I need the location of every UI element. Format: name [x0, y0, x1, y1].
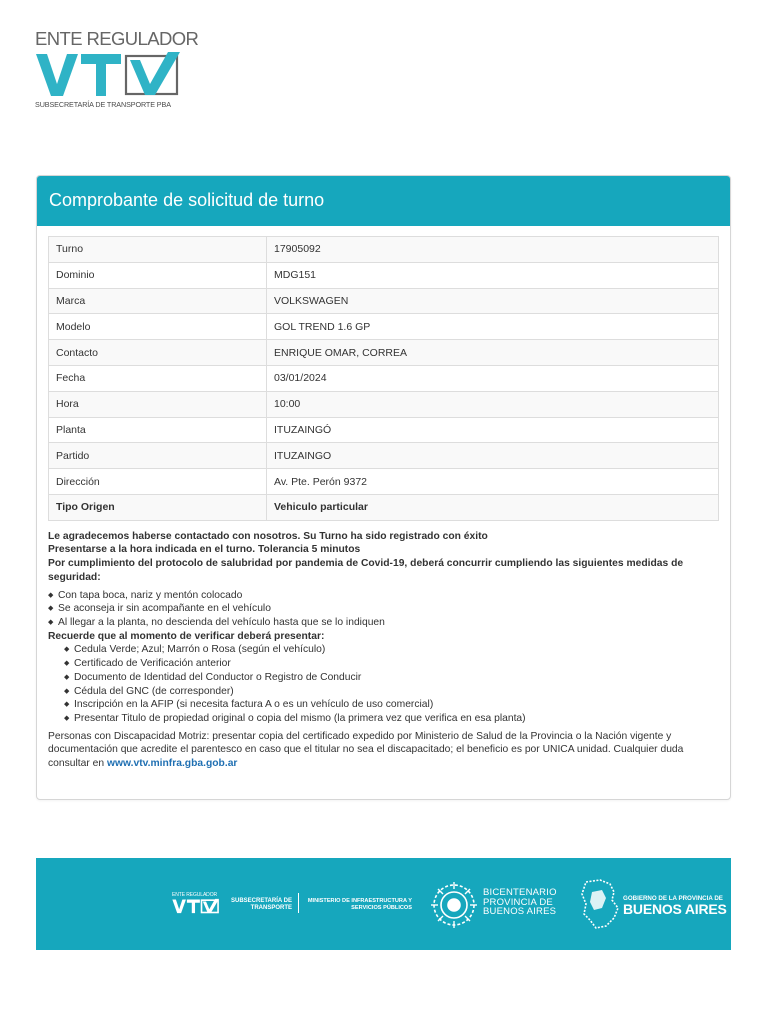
footer-vtv-top: ENTE REGULADOR — [172, 892, 217, 898]
row-value: Vehiculo particular — [267, 494, 719, 520]
table-row — [49, 365, 719, 391]
logo-top-text: ENTE REGULADOR — [35, 28, 199, 49]
row-value: ENRIQUE OMAR, CORREA — [267, 340, 719, 366]
table-row — [49, 262, 719, 288]
row-label: Dirección — [49, 469, 267, 495]
list-item-text: Cedula Verde; Azul; Marrón o Rosa (según el vehículo) — [74, 644, 326, 656]
vtv-website-link[interactable]: www.vtv.minfra.gba.gob.ar — [106, 758, 238, 770]
row-label: Fecha — [49, 365, 267, 391]
row-label: Partido — [49, 443, 267, 469]
row-value: Av. Pte. Perón 9372 — [267, 469, 719, 495]
table-row — [49, 237, 719, 263]
list-item-text: Con tapa boca, nariz y mentón colocado — [58, 589, 243, 601]
thanks-text: Le agradecemos haberse contactado con nosotros. Su Turno ha sido registrado con éxito — [48, 530, 488, 542]
list-item — [64, 698, 719, 712]
row-label: Planta — [49, 417, 267, 443]
footer-vtv-logo — [172, 892, 220, 919]
row-label: Turno — [49, 237, 267, 263]
bicentenario-text — [483, 888, 557, 917]
list-item — [48, 616, 719, 630]
bullet-icon: ◆ — [48, 605, 54, 613]
table-row — [49, 469, 719, 495]
covid-protocol-text: Por cumplimiento del protocolo de salubridad por pandemia de Covid-19, deberá concurrir cumpliendo las siguientes medidas de seguridad: — [48, 558, 684, 583]
bullet-icon: ◆ — [48, 591, 54, 599]
table-row — [49, 443, 719, 469]
disability-paragraph — [48, 730, 719, 771]
footer-subsecretaria: SUBSECRETARÍA DE TRANSPORTE — [230, 898, 292, 911]
panel-body — [37, 226, 730, 771]
vtv-logo — [35, 28, 199, 112]
row-value: 17905092 — [267, 237, 719, 263]
gobierno-text: GOBIERNO DE LA PROVINCIA DE — [623, 895, 723, 902]
bullet-icon: ◆ — [64, 701, 70, 709]
logo-subtitle: SUBSECRETARÍA DE TRANSPORTE PBA — [35, 100, 171, 109]
docs-title: Recuerde que al momento de verificar deberá presentar: — [48, 630, 325, 642]
list-item-text: Documento de Identidad del Conductor o Registro de Conducir — [74, 671, 362, 683]
row-value: GOL TREND 1.6 GP — [267, 314, 719, 340]
row-value: MDG151 — [267, 262, 719, 288]
bullet-icon: ◆ — [48, 618, 54, 626]
bullet-icon: ◆ — [64, 660, 70, 668]
turno-table — [48, 236, 719, 521]
row-label: Contacto — [49, 340, 267, 366]
list-item-text: Cédula del GNC (de corresponder) — [74, 685, 234, 697]
bicentenario-line: BICENTENARIO — [483, 887, 557, 898]
list-item — [64, 643, 719, 657]
footer-divider — [298, 893, 299, 913]
list-item — [48, 602, 719, 616]
row-label: Marca — [49, 288, 267, 314]
table-row — [49, 288, 719, 314]
gobierno-logo-text — [623, 895, 727, 916]
list-item-text: Se aconseja ir sin acompañante en el vehículo — [58, 603, 271, 615]
table-row — [49, 494, 719, 520]
disability-text: Personas con Discapacidad Motriz: presentar copia del certificado expedido por Ministerio de Salud de la Provincia o la Nación vigente y documentación que acredite el parentesco en caso que el titular no sea el discapacitado; el beneficio es por UNICA unidad. Cualquier duda consultar en — [48, 730, 684, 770]
row-value: 03/01/2024 — [267, 365, 719, 391]
list-item — [48, 589, 719, 603]
row-label: Modelo — [49, 314, 267, 340]
row-label: Dominio — [49, 262, 267, 288]
list-item — [64, 712, 719, 726]
row-value: 10:00 — [267, 391, 719, 417]
footer-vtv-mark — [172, 898, 220, 914]
bullet-icon: ◆ — [64, 673, 70, 681]
list-item-text: Certificado de Verificación anterior — [74, 658, 231, 670]
table-row — [49, 417, 719, 443]
table-row — [49, 314, 719, 340]
table-row — [49, 340, 719, 366]
footer-ministerio: MINISTERIO DE INFRAESTRUCTURA Y SERVICIOS PÚBLICOS — [307, 898, 412, 911]
row-value: ITUZAINGO — [267, 443, 719, 469]
list-item — [64, 685, 719, 699]
docs-list — [48, 643, 719, 725]
turno-panel — [36, 175, 731, 800]
page-title: Comprobante de solicitud de turno — [49, 190, 325, 210]
vtv-logo-mark — [35, 50, 183, 98]
provincia-map-icon — [580, 878, 620, 930]
row-value: ITUZAINGÓ — [267, 417, 719, 443]
list-item — [64, 671, 719, 685]
row-label: Hora — [49, 391, 267, 417]
list-item-text: Al llegar a la planta, no descienda del vehículo hasta que se lo indiquen — [58, 616, 385, 628]
row-label: Tipo Origen — [49, 494, 267, 520]
list-item-text: Presentar Titulo de propiedad original o copia del mismo (la primera vez que verifica en esa planta) — [74, 712, 526, 724]
panel-header — [37, 176, 730, 226]
bullet-icon: ◆ — [64, 714, 70, 722]
bicentenario-seal-icon — [429, 880, 479, 930]
footer-banner — [36, 858, 731, 950]
notes-section — [48, 530, 719, 771]
bicentenario-line: BUENOS AIRES — [483, 906, 557, 917]
row-value: VOLKSWAGEN — [267, 288, 719, 314]
list-item-text: Inscripción en la AFIP (si necesita factura A o es un vehículo de uso comercial) — [74, 699, 434, 711]
covid-list — [48, 589, 719, 630]
buenos-aires-text: BUENOS AIRES — [623, 901, 727, 917]
table-row — [49, 391, 719, 417]
bullet-icon: ◆ — [64, 646, 70, 654]
bullet-icon: ◆ — [64, 687, 70, 695]
bicentenario-line: PROVINCIA DE — [483, 896, 553, 908]
tolerance-text: Presentarse a la hora indicada en el turno. Tolerancia 5 minutos — [48, 544, 361, 556]
list-item — [64, 657, 719, 671]
